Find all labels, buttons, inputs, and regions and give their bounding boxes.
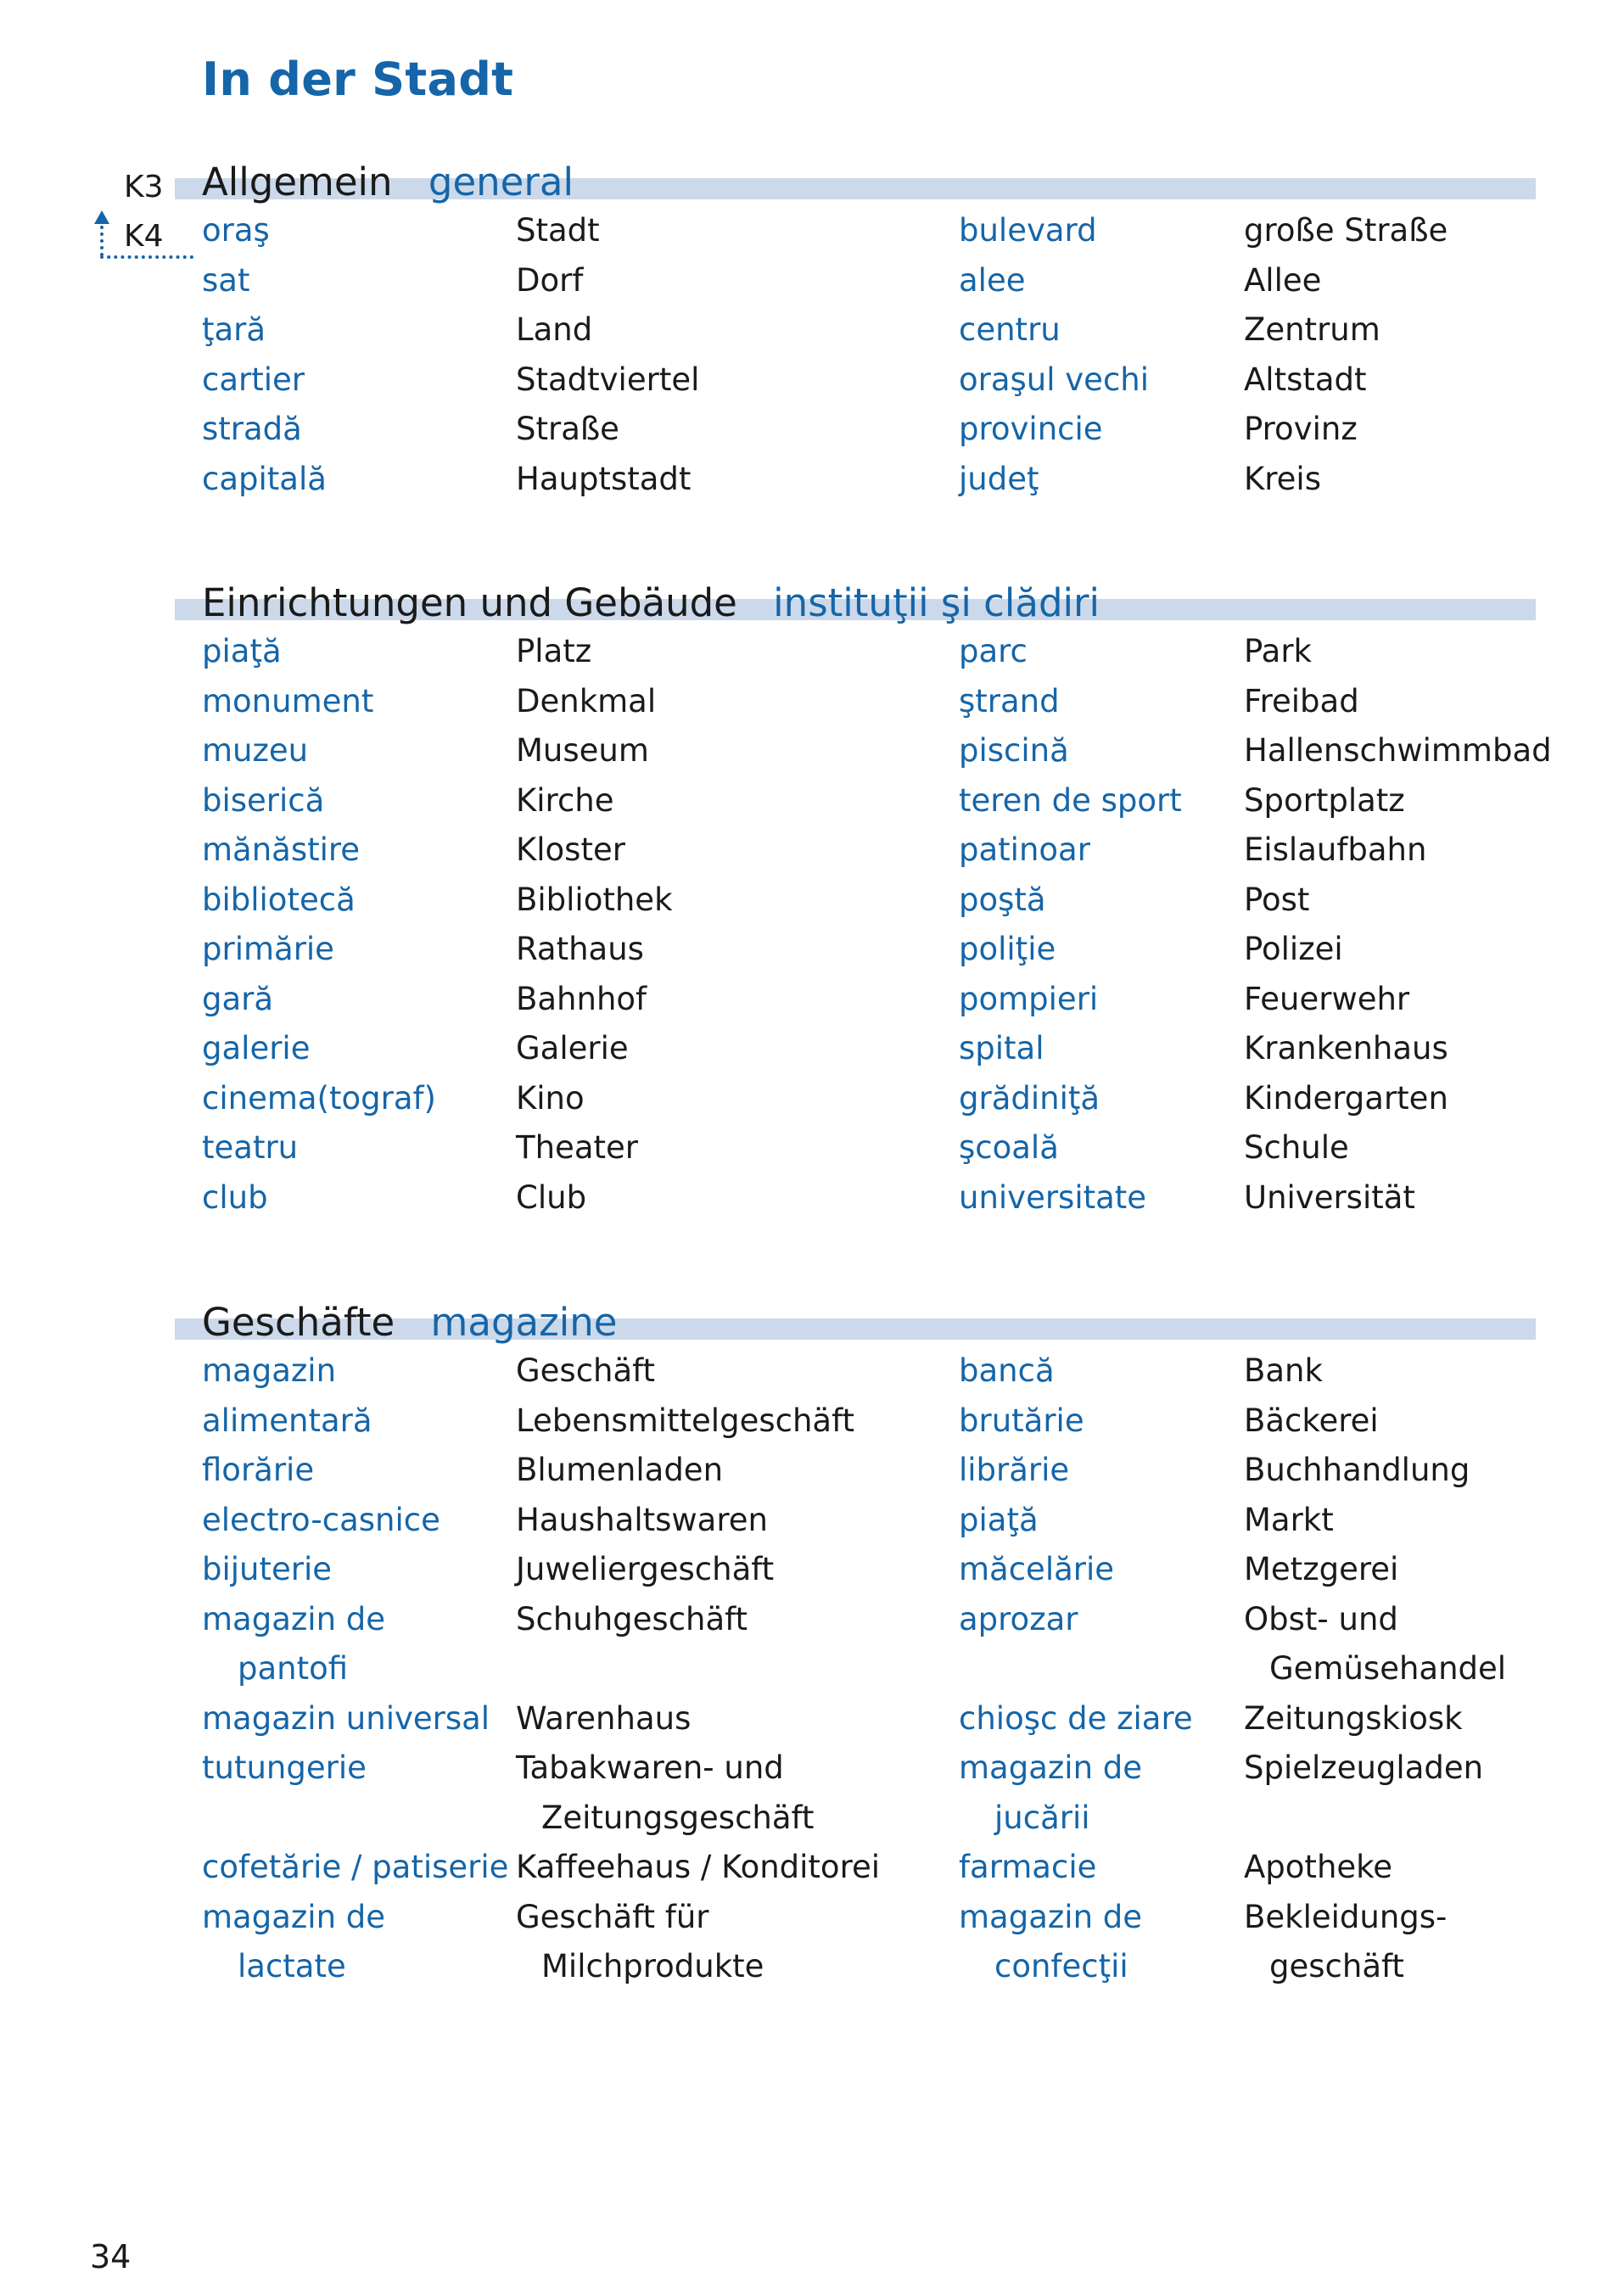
term-ro-left: magazin de bbox=[202, 1899, 386, 1935]
term-ro-right: magazin de bbox=[959, 1899, 1143, 1935]
term-de-left: Lebensmittelgeschäft bbox=[516, 1402, 854, 1439]
term-de-right: Feuerwehr bbox=[1244, 981, 1410, 1017]
term-ro-left: club bbox=[202, 1179, 268, 1216]
term-ro-right: confecţii bbox=[994, 1948, 1128, 1984]
section-heading-de: Allgemein bbox=[202, 160, 393, 204]
vocab-row bbox=[0, 1502, 1624, 1551]
vocab-row bbox=[0, 1080, 1624, 1129]
term-de-left: Kaffeehaus / Konditorei bbox=[516, 1849, 881, 1885]
term-ro-right: provincie bbox=[959, 411, 1103, 447]
section-heading-ro: magazine bbox=[430, 1300, 618, 1345]
term-ro-right: magazin de bbox=[959, 1749, 1143, 1786]
term-ro-left: magazin de bbox=[202, 1601, 386, 1637]
section-heading-shops bbox=[202, 1300, 617, 1345]
section-heading-de: Geschäfte bbox=[202, 1300, 395, 1345]
term-ro-left: primărie bbox=[202, 931, 334, 967]
term-de-left: Kino bbox=[516, 1080, 585, 1117]
term-ro-right: librărie bbox=[959, 1452, 1070, 1488]
vocab-row bbox=[0, 1452, 1624, 1501]
vocab-row bbox=[0, 1749, 1624, 1799]
term-ro-left: muzeu bbox=[202, 732, 309, 769]
term-ro-left: gară bbox=[202, 981, 274, 1017]
vocab-row bbox=[0, 831, 1624, 881]
term-ro-left: galerie bbox=[202, 1030, 311, 1066]
term-ro-left: bibliotecă bbox=[202, 882, 356, 918]
section-heading-general bbox=[202, 160, 574, 204]
vocab-row bbox=[0, 1899, 1624, 1948]
vocab-row bbox=[0, 1849, 1624, 1898]
term-de-left: Schuhgeschäft bbox=[516, 1601, 748, 1637]
term-de-left: Club bbox=[516, 1179, 587, 1216]
term-de-right: Zentrum bbox=[1244, 311, 1380, 348]
term-de-right: Eislaufbahn bbox=[1244, 831, 1427, 868]
term-de-right: Buchhandlung bbox=[1244, 1452, 1470, 1488]
vocab-row bbox=[0, 1030, 1624, 1079]
term-de-left: Stadt bbox=[516, 212, 600, 249]
term-ro-right: centru bbox=[959, 311, 1061, 348]
term-de-right: Schule bbox=[1244, 1129, 1349, 1166]
term-ro-left: piaţă bbox=[202, 633, 282, 669]
term-ro-left: pantofi bbox=[238, 1650, 349, 1687]
term-ro-right: teren de sport bbox=[959, 782, 1182, 819]
term-ro-left: electro-casnice bbox=[202, 1502, 440, 1538]
term-de-left: Galerie bbox=[516, 1030, 629, 1066]
term-ro-left: teatru bbox=[202, 1129, 299, 1166]
term-de-left: Platz bbox=[516, 633, 592, 669]
term-de-right: Markt bbox=[1244, 1502, 1334, 1538]
term-de-right: Kreis bbox=[1244, 461, 1321, 497]
term-ro-right: spital bbox=[959, 1030, 1044, 1066]
term-ro-left: florărie bbox=[202, 1452, 315, 1488]
term-de-right: Gemüsehandel bbox=[1269, 1650, 1507, 1687]
term-de-right: geschäft bbox=[1269, 1948, 1404, 1984]
section-heading-de: Einrichtungen und Gebäude bbox=[202, 580, 737, 625]
term-ro-right: jucării bbox=[994, 1800, 1090, 1836]
term-ro-right: măcelărie bbox=[959, 1551, 1115, 1587]
vocab-row bbox=[0, 1650, 1624, 1699]
vocab-row bbox=[0, 1601, 1624, 1650]
term-ro-left: alimentară bbox=[202, 1402, 372, 1439]
term-ro-left: mănăstire bbox=[202, 831, 361, 868]
term-de-left: Rathaus bbox=[516, 931, 644, 967]
term-ro-left: cinema(tograf) bbox=[202, 1080, 436, 1117]
term-de-left: Haushaltswaren bbox=[516, 1502, 768, 1538]
vocab-row bbox=[0, 461, 1624, 510]
term-ro-left: tutungerie bbox=[202, 1749, 367, 1786]
term-de-right: Kindergarten bbox=[1244, 1080, 1448, 1117]
term-ro-right: patinoar bbox=[959, 831, 1090, 868]
term-ro-left: bijuterie bbox=[202, 1551, 333, 1587]
term-ro-left: stradă bbox=[202, 411, 302, 447]
term-de-left: Museum bbox=[516, 732, 649, 769]
term-ro-right: poştă bbox=[959, 882, 1046, 918]
term-ro-right: bulevard bbox=[959, 212, 1097, 249]
vocab-row bbox=[0, 411, 1624, 460]
term-de-right: Bekleidungs- bbox=[1244, 1899, 1448, 1935]
term-ro-left: biserică bbox=[202, 782, 325, 819]
term-de-right: Park bbox=[1244, 633, 1312, 669]
vocab-row bbox=[0, 212, 1624, 261]
term-ro-left: ţară bbox=[202, 311, 266, 348]
term-de-right: Polizei bbox=[1244, 931, 1343, 967]
term-de-right: Sportplatz bbox=[1244, 782, 1405, 819]
term-de-right: Post bbox=[1244, 882, 1310, 918]
marker-k4: K4 bbox=[124, 219, 164, 254]
term-de-left: Dorf bbox=[516, 262, 584, 299]
term-de-left: Denkmal bbox=[516, 683, 657, 719]
term-de-right: Bank bbox=[1244, 1352, 1323, 1389]
term-ro-right: aprozar bbox=[959, 1601, 1078, 1637]
term-de-left: Bibliothek bbox=[516, 882, 673, 918]
vocab-row bbox=[0, 1948, 1624, 1997]
term-de-left: Geschäft bbox=[516, 1352, 656, 1389]
vocab-row bbox=[0, 1179, 1624, 1229]
vocab-row bbox=[0, 782, 1624, 831]
term-de-right: Spielzeugladen bbox=[1244, 1749, 1484, 1786]
term-de-right: Obst- und bbox=[1244, 1601, 1398, 1637]
term-de-right: Bäckerei bbox=[1244, 1402, 1379, 1439]
term-ro-right: judeţ bbox=[959, 461, 1039, 497]
vocab-row bbox=[0, 1700, 1624, 1749]
term-ro-right: chioşc de ziare bbox=[959, 1700, 1193, 1737]
vocab-row bbox=[0, 311, 1624, 361]
term-de-right: Provinz bbox=[1244, 411, 1358, 447]
term-de-right: Metzgerei bbox=[1244, 1551, 1399, 1587]
vocab-row bbox=[0, 361, 1624, 411]
term-ro-right: oraşul vechi bbox=[959, 361, 1150, 398]
page-number: 34 bbox=[90, 2238, 132, 2275]
term-de-left: Stadtviertel bbox=[516, 361, 700, 398]
term-de-left: Tabakwaren- und bbox=[516, 1749, 784, 1786]
section-heading-ro: general bbox=[428, 160, 574, 204]
term-de-right: große Straße bbox=[1244, 212, 1448, 249]
vocab-row bbox=[0, 683, 1624, 732]
vocab-row bbox=[0, 262, 1624, 311]
term-de-left: Theater bbox=[516, 1129, 638, 1166]
term-ro-right: piscină bbox=[959, 732, 1069, 769]
vocab-row bbox=[0, 1129, 1624, 1178]
term-de-right: Altstadt bbox=[1244, 361, 1367, 398]
term-de-left: Zeitungsgeschäft bbox=[541, 1800, 815, 1836]
term-ro-right: şcoală bbox=[959, 1129, 1059, 1166]
section-heading-institutions bbox=[202, 580, 1100, 625]
marker-k3: K3 bbox=[124, 170, 164, 204]
term-ro-right: universitate bbox=[959, 1179, 1147, 1216]
term-de-left: Kirche bbox=[516, 782, 614, 819]
term-ro-left: lactate bbox=[238, 1948, 346, 1984]
term-de-left: Straße bbox=[516, 411, 619, 447]
vocab-row bbox=[0, 1352, 1624, 1402]
term-ro-left: capitală bbox=[202, 461, 327, 497]
term-ro-left: magazin universal bbox=[202, 1700, 490, 1737]
term-de-left: Blumenladen bbox=[516, 1452, 724, 1488]
term-ro-left: monument bbox=[202, 683, 374, 719]
section-heading-ro: instituţii şi clădiri bbox=[773, 580, 1100, 625]
term-ro-right: parc bbox=[959, 633, 1028, 669]
term-ro-right: piaţă bbox=[959, 1502, 1039, 1538]
vocab-row bbox=[0, 1551, 1624, 1600]
term-ro-right: ştrand bbox=[959, 683, 1060, 719]
term-de-left: Juweliergeschäft bbox=[516, 1551, 775, 1587]
vocab-row bbox=[0, 1800, 1624, 1849]
term-de-right: Universität bbox=[1244, 1179, 1415, 1216]
term-de-left: Warenhaus bbox=[516, 1700, 692, 1737]
term-ro-right: alee bbox=[959, 262, 1026, 299]
term-ro-right: brutărie bbox=[959, 1402, 1084, 1439]
term-ro-right: bancă bbox=[959, 1352, 1055, 1389]
term-de-left: Bahnhof bbox=[516, 981, 647, 1017]
term-de-left: Geschäft für bbox=[516, 1899, 709, 1935]
term-de-left: Milchprodukte bbox=[541, 1948, 764, 1984]
vocab-row bbox=[0, 1402, 1624, 1452]
vocab-row bbox=[0, 732, 1624, 781]
term-de-right: Freibad bbox=[1244, 683, 1359, 719]
term-de-right: Zeitungskiosk bbox=[1244, 1700, 1463, 1737]
term-ro-left: cofetărie / patiserie bbox=[202, 1849, 509, 1885]
page-title: In der Stadt bbox=[202, 53, 514, 106]
term-ro-right: grădiniţă bbox=[959, 1080, 1100, 1117]
term-de-right: Allee bbox=[1244, 262, 1322, 299]
term-ro-left: sat bbox=[202, 262, 250, 299]
vocab-row bbox=[0, 981, 1624, 1030]
term-ro-right: poliţie bbox=[959, 931, 1056, 967]
vocab-row bbox=[0, 882, 1624, 931]
term-ro-left: magazin bbox=[202, 1352, 337, 1389]
term-de-right: Apotheke bbox=[1244, 1849, 1393, 1885]
vocab-row bbox=[0, 931, 1624, 980]
term-ro-left: oraş bbox=[202, 212, 270, 249]
vocab-row bbox=[0, 633, 1624, 682]
term-ro-left: cartier bbox=[202, 361, 305, 398]
term-de-right: Hallenschwimmbad bbox=[1244, 732, 1552, 769]
term-de-right: Krankenhaus bbox=[1244, 1030, 1448, 1066]
term-de-left: Kloster bbox=[516, 831, 625, 868]
term-de-left: Hauptstadt bbox=[516, 461, 692, 497]
term-ro-right: pompieri bbox=[959, 981, 1099, 1017]
term-ro-right: farmacie bbox=[959, 1849, 1097, 1885]
term-de-left: Land bbox=[516, 311, 593, 348]
